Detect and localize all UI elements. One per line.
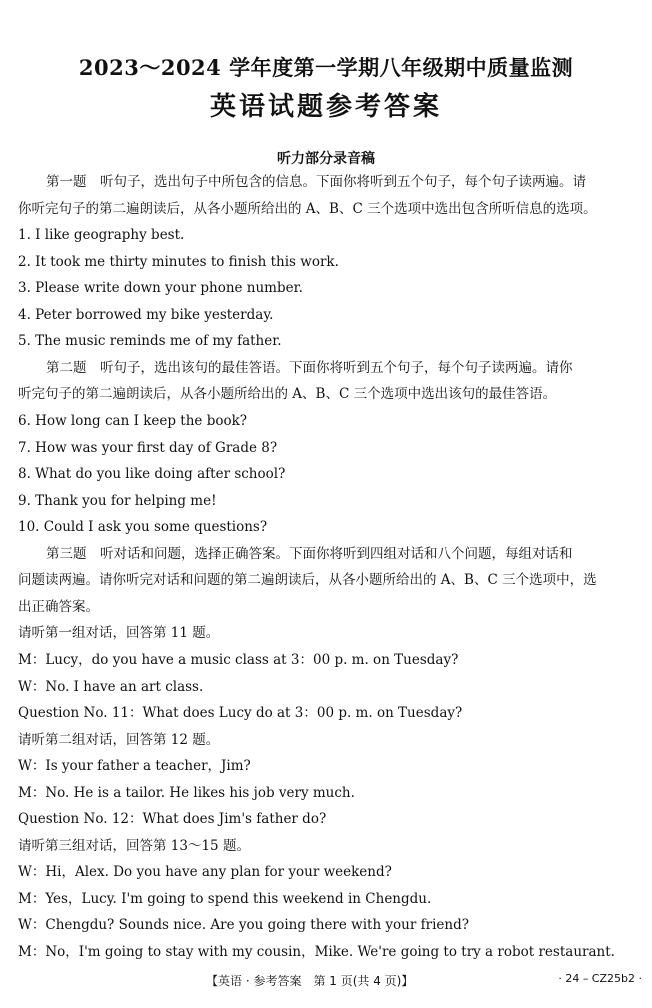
text-line: W：Is your father a teacher，Jim?: [18, 758, 251, 775]
text-line: 3. Please write down your phone number.: [18, 280, 303, 297]
answer-key-title: 英语试题参考答案: [209, 92, 442, 122]
text-line: M：Lucy，do you have a music class at 3：00 p. m. on Tuesday?: [18, 651, 459, 668]
text-line: 第二题 听句子，选出该句的最佳答语。下面你将听到五个句子，每个句子读两遍。请你: [46, 359, 573, 376]
text-line: 2. It took me thirty minutes to finish this work.: [18, 253, 339, 270]
text-line: W：Hi，Alex. Do you have any plan for your weekend?: [18, 864, 392, 881]
text-line: M：No，I'm going to stay with my cousin，Mike. We're going to try a robot restaurant.: [18, 944, 615, 960]
text-line: 7. How was your first day of Grade 8?: [18, 439, 278, 456]
text-line: W：Chengdu? Sounds nice. Are you going there with your friend?: [18, 917, 469, 934]
text-line: Question No. 12：What does Jim's father do?: [18, 811, 327, 828]
text-line: Question No. 11：What does Lucy do at 3：00 p. m. on Tuesday?: [18, 705, 463, 721]
text-line: 听完句子的第二遍朗读后，从各小题所给出的 A、B、C 三个选项中选出该句的最佳答语。: [18, 386, 557, 403]
text-line: 请听第二组对话，回答第 12 题。: [18, 731, 220, 748]
text-line: 9. Thank you for helping me!: [18, 492, 217, 509]
text-line: 10. Could I ask you some questions?: [18, 519, 268, 536]
text-line: M：Yes，Lucy. I'm going to spend this weekend in Chengdu.: [18, 890, 432, 907]
text-line: 问题读两遍。请你听完对话和问题的第二遍朗读后，从各小题所给出的 A、B、C 三个选项中，选: [18, 572, 597, 589]
section-heading: 听力部分录音稿: [277, 151, 375, 167]
page-footer: 【英语 · 参考答案 第 1 页(共 4 页)】: [206, 974, 414, 988]
text-line: 出正确答案。: [18, 598, 99, 615]
text-line: 请听第一组对话，回答第 11 题。: [18, 625, 220, 642]
text-line: W：No. I have an art class.: [18, 678, 204, 695]
exam-title: 2023～2024 学年度第一学期八年级期中质量监测: [78, 55, 574, 80]
text-line: 你听完句子的第二遍朗读后，从各小题所给出的 A、B、C 三个选项中选出包含所听信息的选项。: [18, 200, 597, 217]
text-line: 6. How long can I keep the book?: [18, 413, 248, 429]
text-line: 第三题 听对话和问题，选择正确答案。下面你将听到四组对话和八个问题，每组对话和: [46, 545, 573, 562]
text-line: 8. What do you like doing after school?: [18, 466, 286, 483]
text-line: 请听第三组对话，回答第 13～15 题。: [18, 837, 250, 854]
text-line: 5. The music reminds me of my father.: [18, 333, 282, 350]
page-code: · 24 – CZ25b2 ·: [558, 972, 642, 985]
text-line: 第一题 听句子，选出句子中所包含的信息。下面你将听到五个句子，每个句子读两遍。请: [46, 174, 586, 190]
text-line: 1. I like geography best.: [18, 227, 185, 244]
text-line: 4. Peter borrowed my bike yesterday.: [18, 306, 274, 323]
text-line: M：No. He is a tailor. He likes his job very much.: [18, 784, 355, 801]
